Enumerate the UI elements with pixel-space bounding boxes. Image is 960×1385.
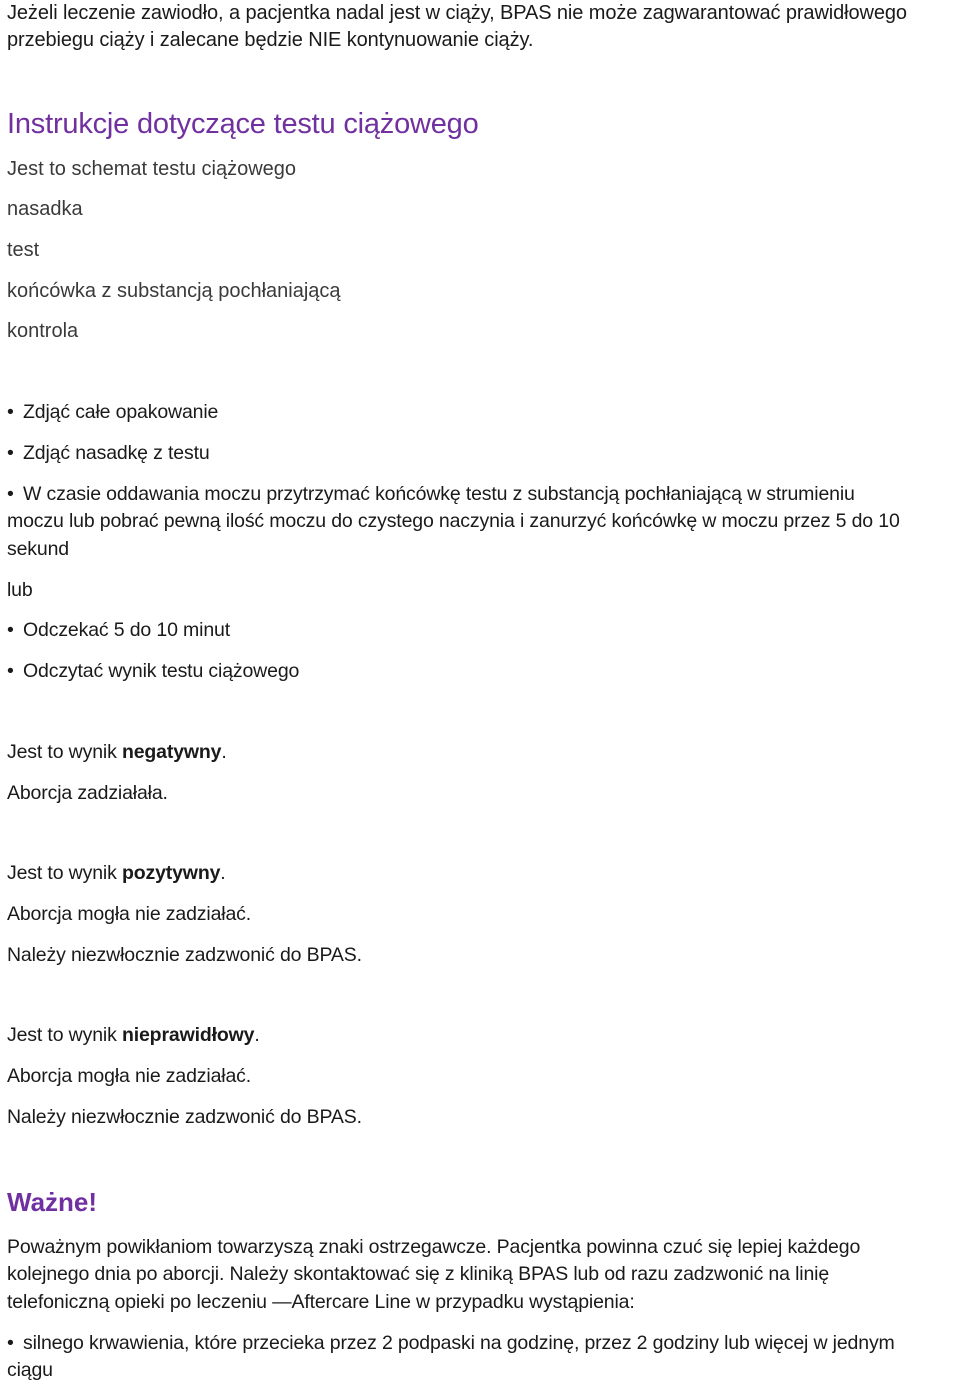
result-suffix: . [221,741,227,763]
result-positive-line-3: Należy niezwłocznie zadzwonić do BPAS. [7,944,362,966]
bullet-icon: • [7,401,14,423]
section-title: Instrukcje dotyczące testu ciążowego [7,108,479,140]
step-3-text-line-2: moczu lub pobrać pewną ilość moczu do czystego naczynia i zanurzyć końcówkę w moczu przez 5 do 10 [7,510,900,532]
diagram-label-test: test [7,239,40,261]
result-negative-line-2: Aborcja zadziałała. [7,782,168,804]
result-word-positive: pozytywny [121,862,221,884]
diagram-label-control: kontrola [7,320,79,342]
bullet-icon: • [7,660,14,682]
step-3-text-line-1: W czasie oddawania moczu przytrzymać końcówkę testu z substancją pochłaniającą w strumieniu [23,483,855,505]
or-separator: lub [7,579,33,601]
important-para-line-2: kolejnego dnia po aborcji. Należy skontaktować się z kliniką BPAS lub od razu zadzwonić na linię [7,1263,830,1285]
result-prefix: Jest to wynik [7,1024,122,1046]
diagram-caption: Jest to schemat testu ciążowego [7,158,297,180]
step-2 [7,442,210,465]
step-3 [7,483,855,506]
result-invalid-line-2: Aborcja mogła nie zadziałać. [7,1065,252,1087]
bullet-icon: • [7,619,14,641]
intro-line-2: przebiegu ciąży i zalecane będzie NIE kontynuowanie ciąży. [7,29,534,51]
bullet-icon: • [7,483,14,505]
result-negative-heading [7,741,227,764]
important-title: Ważne! [7,1187,98,1217]
step-5 [7,660,299,683]
result-word-invalid: nieprawidłowy [121,1024,255,1046]
step-1 [7,401,218,424]
result-suffix: . [220,862,226,884]
important-para-line-1: Poważnym powikłaniom towarzyszą znaki ostrzegawcze. Pacjentka powinna czuć się lepiej każdego [7,1236,861,1258]
result-word-negative: negatywny [121,741,222,763]
step-4-text: Odczekać 5 do 10 minut [23,619,230,641]
step-3-text-line-3: sekund [7,538,69,560]
warning-bullet-1-line-2: ciągu [7,1359,53,1381]
result-suffix: . [254,1024,260,1046]
result-positive-line-2: Aborcja mogła nie zadziałać. [7,903,252,925]
result-prefix: Jest to wynik [7,741,122,763]
diagram-label-cap: nasadka [7,198,83,220]
bullet-icon: • [7,1332,14,1354]
result-prefix: Jest to wynik [7,862,122,884]
warning-bullet-1-line-1: silnego krwawienia, które przecieka przez 2 podpaski na godzinę, przez 2 godziny lub więcej w jednym [23,1332,895,1354]
intro-line-1: Jeżeli leczenie zawiodło, a pacjentka nadal jest w ciąży, BPAS nie może zagwarantować prawidłowego [7,2,907,24]
result-positive-heading [7,862,226,885]
warning-bullet-1 [7,1332,895,1355]
result-invalid-line-3: Należy niezwłocznie zadzwonić do BPAS. [7,1106,362,1128]
important-para-line-3: telefoniczną opieki po leczeniu —Aftercare Line w przypadku wystąpienia: [7,1291,635,1313]
step-4 [7,619,230,642]
bullet-icon: • [7,442,14,464]
result-invalid-heading [7,1024,260,1047]
diagram-label-tip: końcówka z substancją pochłaniającą [7,280,341,302]
step-5-text: Odczytać wynik testu ciążowego [23,660,300,682]
step-2-text: Zdjąć nasadkę z testu [23,442,210,464]
step-1-text: Zdjąć całe opakowanie [23,401,219,423]
